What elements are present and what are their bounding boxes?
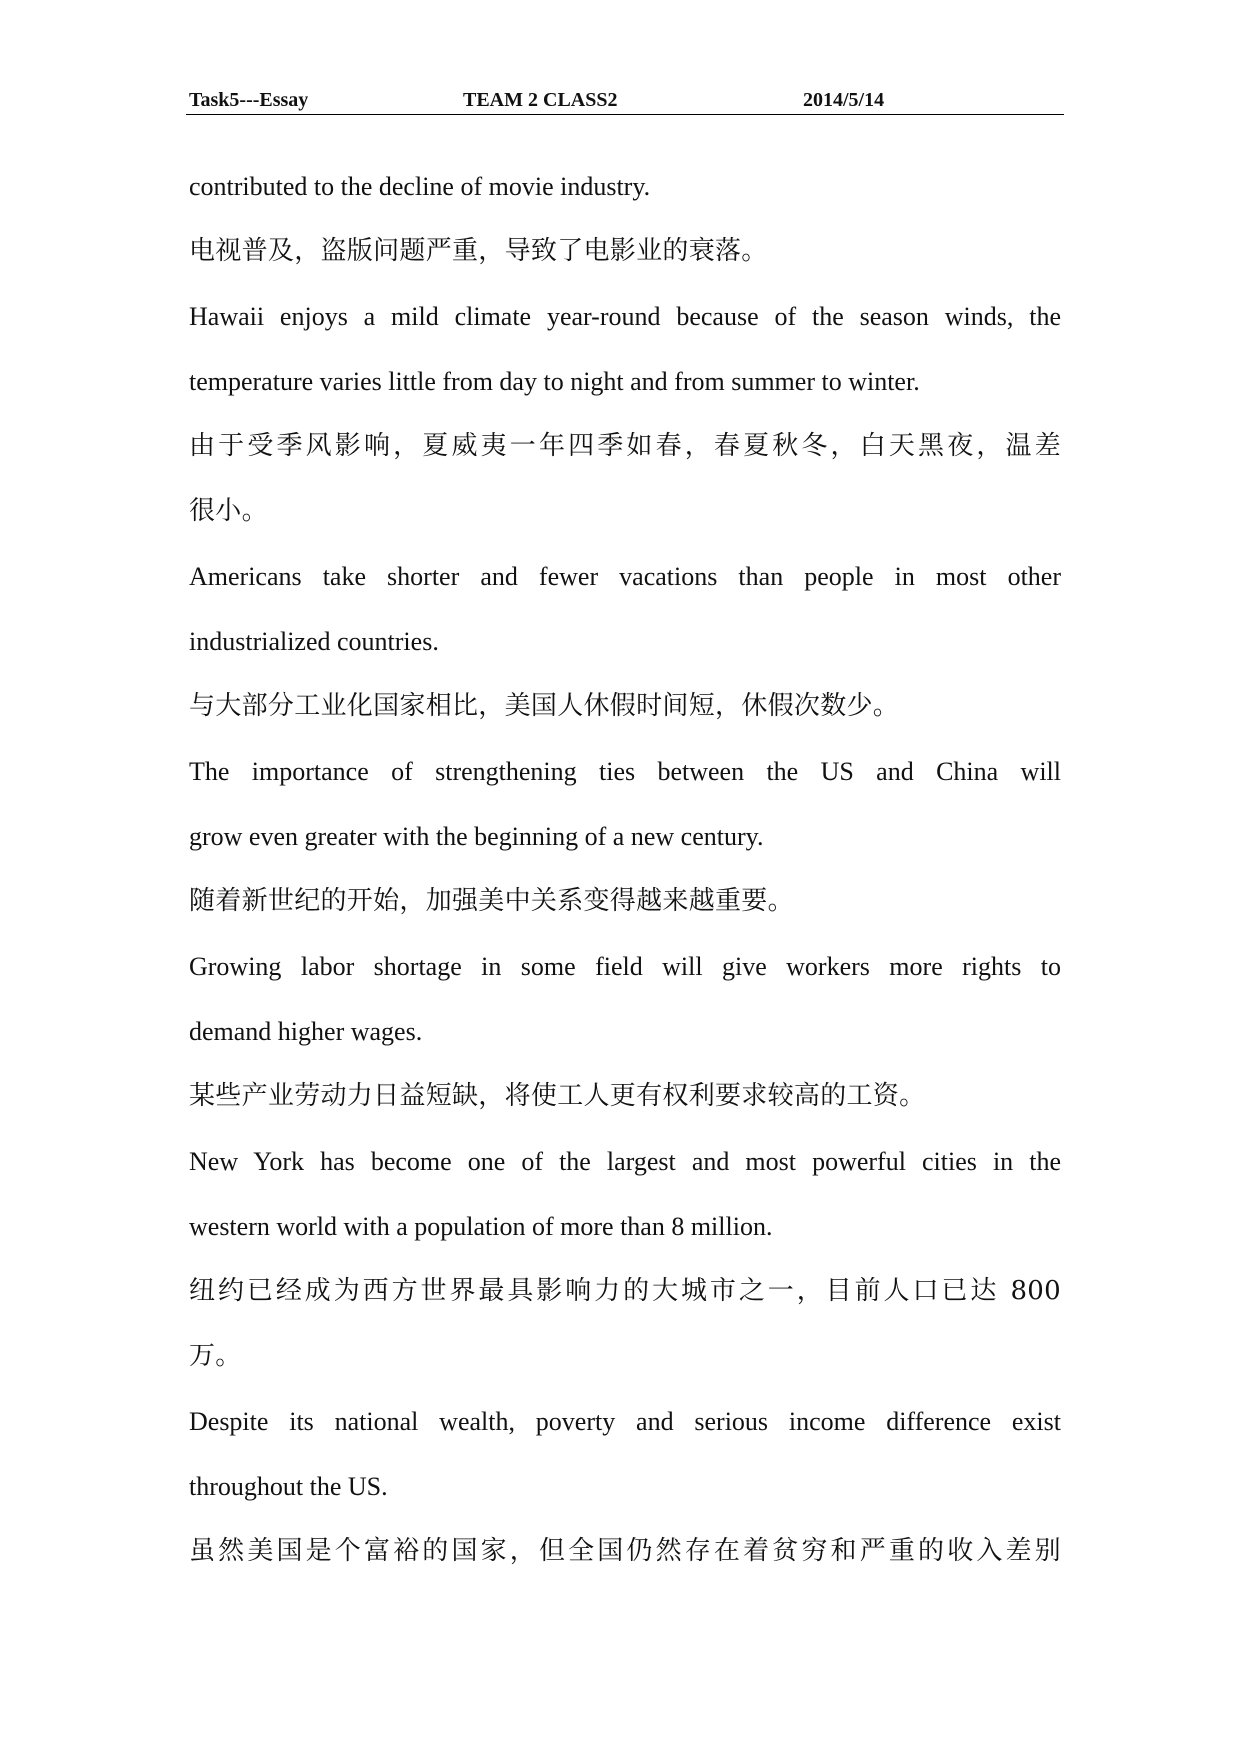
english-sentence-line: throughout the US. (189, 1472, 388, 1501)
header-task-title: Task5---Essay (189, 89, 309, 111)
english-sentence-line: Hawaii enjoys a mild climate year-round because of the season winds, the (189, 302, 1061, 331)
chinese-translation-line: 万。 (189, 1341, 242, 1371)
english-sentence-line: temperature varies little from day to night and from summer to winter. (189, 367, 920, 396)
english-sentence-line: grow even greater with the beginning of a new century. (189, 822, 764, 851)
english-sentence-line: Americans take shorter and fewer vacations than people in most other (189, 562, 1061, 591)
chinese-translation-line: 随着新世纪的开始，加强美中关系变得越来越重要。 (189, 886, 794, 916)
chinese-translation-line: 由于受季风影响，夏威夷一年四季如春，春夏秋冬，白天黑夜，温差 (189, 431, 1061, 461)
english-sentence-line: industrialized countries. (189, 627, 439, 656)
document-body (189, 154, 1061, 1584)
header-team-class: TEAM 2 CLASS2 (463, 89, 618, 111)
page-header (186, 88, 1064, 115)
chinese-translation-line: 电视普及，盗版问题严重，导致了电影业的衰落。 (189, 236, 768, 266)
chinese-translation-line: 与大部分工业化国家相比，美国人休假时间短，休假次数少。 (189, 691, 900, 721)
english-sentence-line: contributed to the decline of movie industry. (189, 172, 651, 201)
english-sentence-line: Growing labor shortage in some field will give workers more rights to (189, 952, 1061, 981)
chinese-translation-line: 某些产业劳动力日益短缺，将使工人更有权利要求较高的工资。 (189, 1081, 926, 1111)
english-sentence-line: New York has become one of the largest and most powerful cities in the (189, 1147, 1061, 1176)
header-date: 2014/5/14 (803, 89, 885, 111)
english-sentence-line: western world with a population of more than 8 million. (189, 1212, 773, 1241)
english-sentence-line: The importance of strengthening ties between the US and China will (189, 757, 1061, 786)
chinese-translation-line: 虽然美国是个富裕的国家，但全国仍然存在着贫穷和严重的收入差别 (189, 1536, 1061, 1566)
english-sentence-line: Despite its national wealth, poverty and serious income difference exist (189, 1407, 1061, 1436)
chinese-translation-line: 纽约已经成为西方世界最具影响力的大城市之一，目前人口已达 800 (189, 1276, 1061, 1306)
english-sentence-line: demand higher wages. (189, 1017, 423, 1046)
chinese-translation-line: 很小。 (189, 496, 268, 526)
